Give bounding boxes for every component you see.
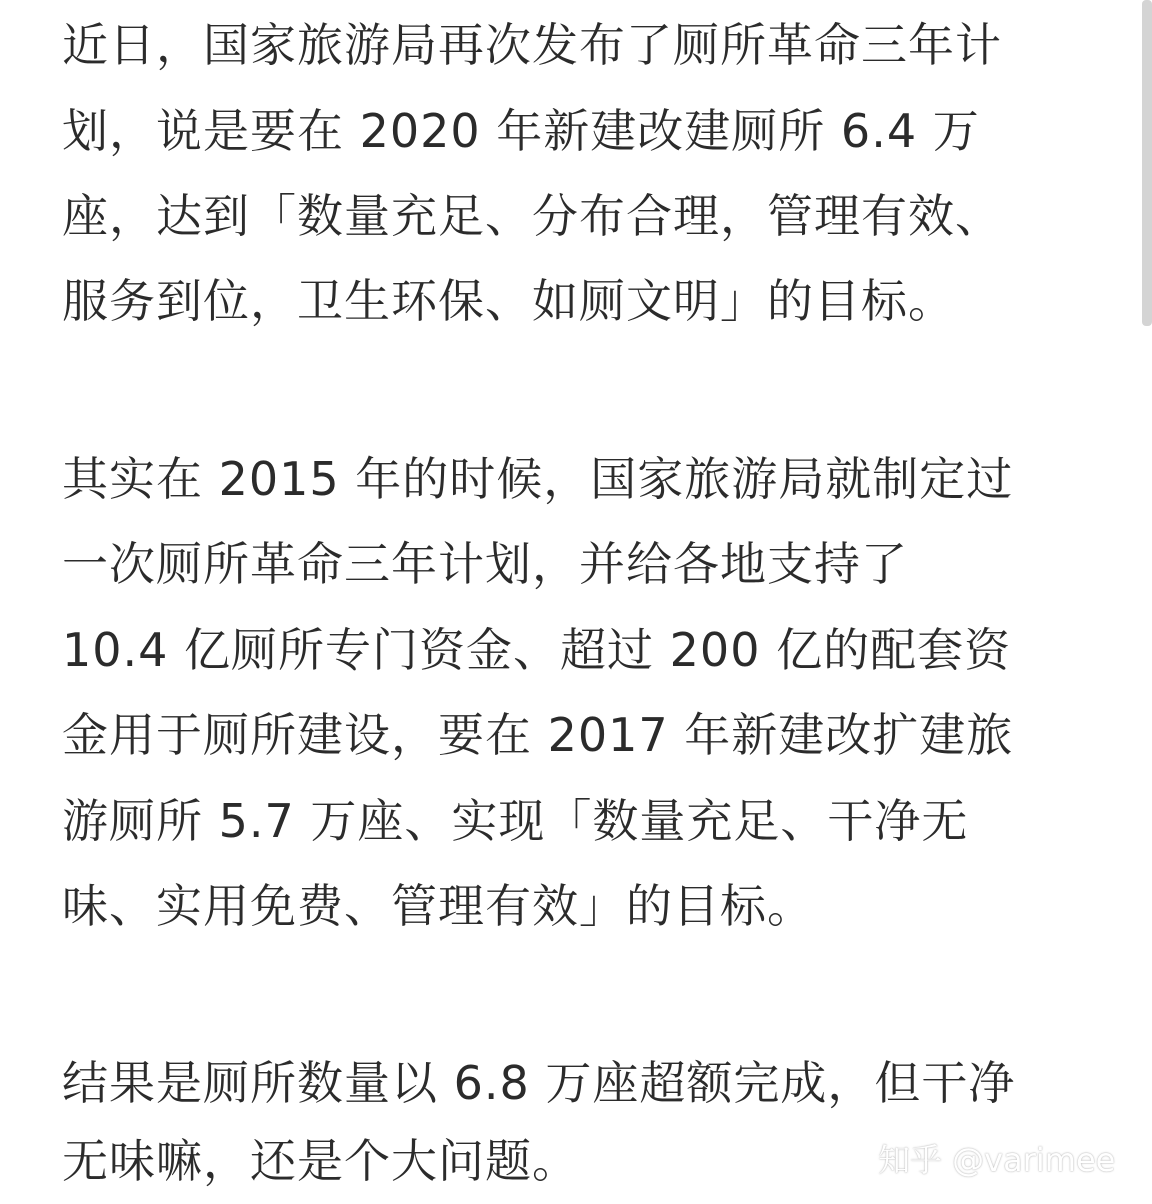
paragraph-1-line-2: 划，说是要在 2020 年新建改建厕所 6.4 万 — [62, 104, 980, 158]
scrollbar-thumb[interactable] — [1142, 0, 1152, 326]
paragraph-1-line-4: 服务到位，卫生环保、如厕文明」的目标。 — [62, 274, 955, 328]
paragraph-2-line-3: 10.4 亿厕所专门资金、超过 200 亿的配套资 — [62, 623, 1012, 677]
paragraph-3-line-1: 结果是厕所数量以 6.8 万座超额完成，但干净 — [62, 1056, 1016, 1110]
zhihu-watermark: 知乎 @varimee — [878, 1141, 1116, 1179]
paragraph-2-line-1: 其实在 2015 年的时候，国家旅游局就制定过 — [62, 452, 1014, 506]
paragraph-1-line-1: 近日，国家旅游局再次发布了厕所革命三年计 — [62, 18, 1002, 72]
paragraph-2-line-6: 味、实用免费、管理有效」的目标。 — [62, 879, 814, 933]
paragraph-2-line-5: 游厕所 5.7 万座、实现「数量充足、干净无 — [62, 794, 969, 848]
paragraph-2-line-4: 金用于厕所建设，要在 2017 年新建改扩建旅 — [62, 708, 1014, 762]
paragraph-1-line-3: 座，达到「数量充足、分布合理，管理有效、 — [62, 189, 1002, 243]
paragraph-2-line-2: 一次厕所革命三年计划，并给各地支持了 — [62, 537, 908, 591]
paragraph-3-line-2: 无味嘛，还是个大问题。 — [62, 1134, 579, 1188]
